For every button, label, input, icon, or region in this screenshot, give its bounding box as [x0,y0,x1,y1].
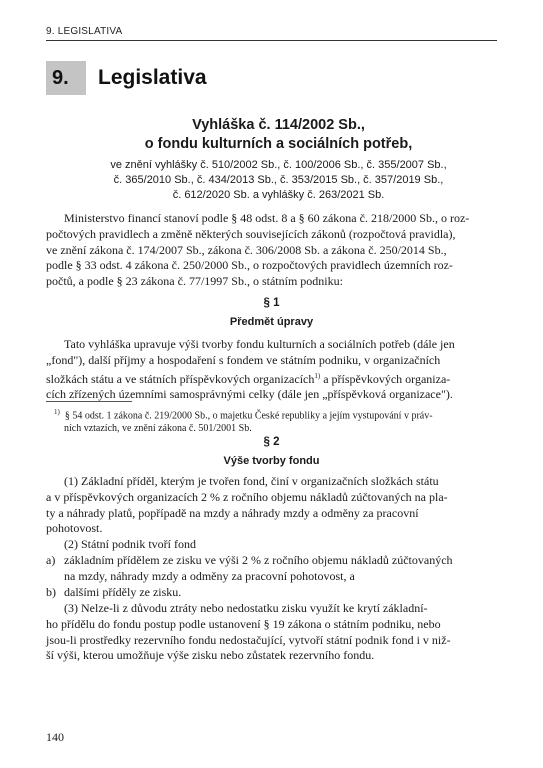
section-2-title: Výše tvorby fondu [223,455,320,467]
chapter-number: 9. [46,61,86,95]
amendments-line: č. 365/2010 Sb., č. 434/2013 Sb., č. 353/2015 Sb., č. 357/2019 Sb., [113,174,444,186]
list-item-line [46,553,497,569]
section-1-line [46,369,497,388]
list-item-line: na mzdy, náhrady mzdy a odměny za pracovní pohotovost, a [64,568,355,583]
intro-line: počtů, a podle § 23 zákona č. 77/1997 Sb., o státním podniku: [46,274,343,289]
running-header: 9. LEGISLATIVA [46,26,123,37]
section-1-title: Předmět úpravy [229,316,314,328]
section-1-line: cích zřízených územními samosprávnými celky (dále jen „příspěvková organizace"). [46,387,453,402]
section-2-line: a v příspěvkových organizacích 2 % z ročního objemu nákladů zúčtovaných na pla- [46,489,448,504]
header-rule [46,40,497,41]
section-1-text: složkách státu a ve státních příspěvkových organizacích [46,371,315,386]
section-1-text: a příspěvkových organiza- [320,371,451,386]
law-title-line1: Vyhláška č. 114/2002 Sb., [192,117,365,133]
intro-line: Ministerstvo financí stanoví podle § 48 odst. 8 a § 60 zákona č. 218/2000 Sb., o roz- [64,211,470,225]
footnote-line [46,406,497,422]
section-2-line: pohotovost. [46,521,103,536]
intro-paragraph [46,211,497,290]
intro-line: počtových pravidlech a změně některých souvisejících zákonů (rozpočtová pravidla), [46,226,456,241]
section-2-paragraph-2 [46,537,497,553]
intro-line: podle § 33 odst. 4 zákona č. 250/2000 Sb., o rozpočtových pravidlech územních roz- [46,258,453,273]
section-2-line: (3) Nelze-li z důvodu ztráty nebo nedostatku zisku využít ke krytí základní- [64,601,428,615]
footnote-text: § 54 odst. 1 zákona č. 219/2000 Sb., o majetku České republiky a jejím vystupování v práv- [64,410,433,422]
section-2-line: ší výši, kterou umožňuje výše zisku nebo zůstatek rezervního fondu. [46,648,375,663]
list-item-line [46,585,497,601]
section-2-list-item-b [46,585,497,601]
section-2-line: (1) Základní příděl, kterým je tvořen fond, činí v organizačních složkách státu [64,474,439,488]
footnote [46,406,497,435]
chapter-heading [46,61,207,95]
section-2-line: ty a náhrady platů, popřípadě na mzdy a náhrady mzdy a odměny za pracovní [46,505,419,520]
amendments-line: č. 612/2020 Sb. a vyhlášky č. 263/2021 Sb. [172,189,385,201]
section-2-mark: § 2 [263,436,280,448]
list-item-text: základním přídělem ze zisku ve výši 2 % z ročního objemu nákladů zúčtovaných [64,553,453,567]
amendments-line: ve znění vyhlášky č. 510/2002 Sb., č. 100/2006 Sb., č. 355/2007 Sb., [110,159,447,171]
section-1-paragraph [46,337,497,403]
list-item-label: a) [46,553,56,567]
list-item-text: dalšími příděly ze zisku. [64,585,182,599]
section-1-line: „fond"), další příjmy a hospodaření s fondem ve státním podniku, v organizačních [46,352,441,367]
amendments-note [60,158,497,203]
law-title [60,116,497,154]
intro-line: ve znění zákona č. 174/2007 Sb., zákona č. 306/2008 Sb. a zákona č. 250/2014 Sb., [46,242,447,257]
section-2-paragraph-1 [46,474,497,537]
section-2-list-item-a [46,553,497,585]
footnote-line: ních vztazích, ve znění zákona č. 501/2001 Sb. [64,423,252,435]
footnote-number: 1) [54,408,60,416]
section-1-line: Tato vyhláška upravuje výši tvorby fondu kulturních a sociálních potřeb (dále jen [64,337,455,351]
footnote-reference[interactable]: 1) [314,371,321,380]
page-number: 140 [46,730,64,744]
section-2-paragraph-3 [46,601,497,664]
list-item-label: b) [46,585,56,599]
section-2-line: ho přídělu do fondu postup podle ustanovení § 19 zákona o státním podniku, nebo [46,616,441,631]
section-1-mark: § 1 [263,297,280,309]
section-2-line: jsou-li prostředky rezervního fondu nedostačující, vytvoří státní podnik fond i v niž- [46,632,451,647]
footnote-rule [46,401,132,402]
law-title-line2: o fondu kulturních a sociálních potřeb, [144,136,413,152]
section-2-line: (2) Státní podnik tvoří fond [64,537,196,551]
chapter-title: Legislativa [98,66,207,89]
